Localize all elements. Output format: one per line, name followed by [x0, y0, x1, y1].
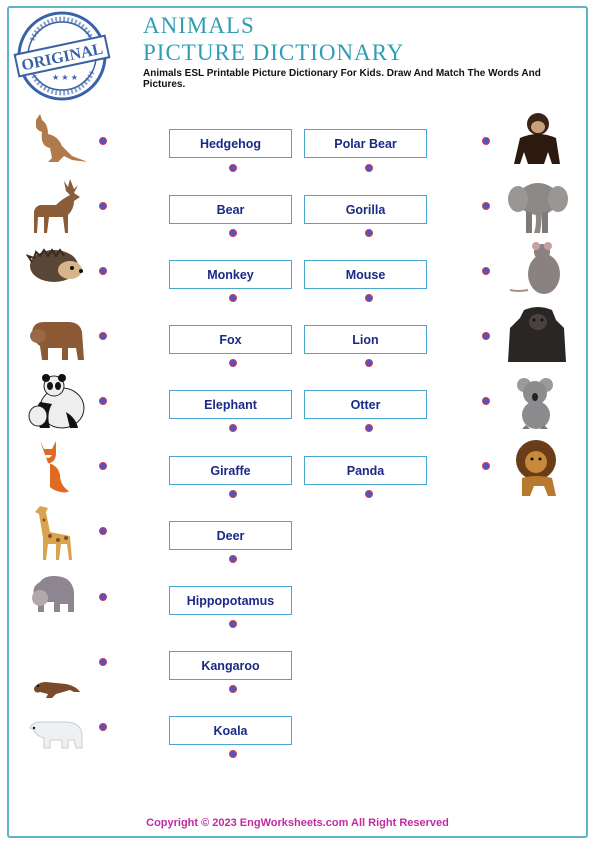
word-box-gorilla: Gorilla — [304, 195, 427, 224]
word-box-otter: Otter — [304, 390, 427, 419]
match-dot[interactable] — [365, 359, 373, 367]
match-dot[interactable] — [482, 137, 490, 145]
polar-bear-icon — [26, 708, 86, 768]
word-box-deer: Deer — [169, 521, 292, 550]
word-box-giraffe: Giraffe — [169, 456, 292, 485]
hippopotamus-icon — [26, 570, 86, 630]
match-dot[interactable] — [365, 164, 373, 172]
match-dot[interactable] — [229, 685, 237, 693]
copyright-footer: Copyright © 2023 EngWorksheets.com All Right Reserved — [146, 817, 449, 829]
match-dot[interactable] — [99, 462, 107, 470]
match-dot[interactable] — [229, 424, 237, 432]
word-box-mouse: Mouse — [304, 260, 427, 289]
word-box-bear: Bear — [169, 195, 292, 224]
panda-icon — [26, 372, 86, 432]
svg-text:ORIGINAL: ORIGINAL — [20, 40, 105, 75]
word-box-panda: Panda — [304, 456, 427, 485]
match-dot[interactable] — [229, 294, 237, 302]
match-dot[interactable] — [482, 462, 490, 470]
deer-icon — [26, 177, 86, 237]
page-frame — [7, 6, 588, 838]
match-dot[interactable] — [482, 332, 490, 340]
match-dot[interactable] — [99, 202, 107, 210]
kangaroo-icon — [26, 110, 86, 170]
word-box-polar-bear: Polar Bear — [304, 129, 427, 158]
word-box-fox: Fox — [169, 325, 292, 354]
word-box-koala: Koala — [169, 716, 292, 745]
match-dot[interactable] — [229, 229, 237, 237]
match-dot[interactable] — [99, 593, 107, 601]
word-box-hippopotamus: Hippopotamus — [169, 586, 292, 615]
instructions: Animals ESL Printable Picture Dictionary For Kids. Draw And Match The Words And Pictures. — [143, 68, 541, 90]
match-dot[interactable] — [365, 424, 373, 432]
match-dot[interactable] — [229, 359, 237, 367]
match-dot[interactable] — [99, 397, 107, 405]
fox-icon — [26, 437, 86, 497]
match-dot[interactable] — [229, 555, 237, 563]
mouse-icon — [508, 240, 568, 300]
chimpanzee-icon — [508, 110, 568, 170]
match-dot[interactable] — [229, 750, 237, 758]
match-dot[interactable] — [229, 490, 237, 498]
elephant-icon — [508, 177, 568, 237]
match-dot[interactable] — [482, 202, 490, 210]
giraffe-icon — [26, 502, 86, 562]
page-title-line2: PICTURE DICTIONARY — [143, 40, 405, 65]
hedgehog-icon — [26, 240, 86, 300]
koala-icon — [510, 375, 570, 435]
match-dot[interactable] — [99, 527, 107, 535]
word-box-monkey: Monkey — [169, 260, 292, 289]
match-dot[interactable] — [365, 490, 373, 498]
bear-icon — [26, 310, 86, 370]
word-box-kangaroo: Kangaroo — [169, 651, 292, 680]
match-dot[interactable] — [365, 294, 373, 302]
page-title-line1: ANIMALS — [143, 13, 255, 38]
match-dot[interactable] — [365, 229, 373, 237]
word-box-elephant: Elephant — [169, 390, 292, 419]
match-dot[interactable] — [229, 164, 237, 172]
lion-icon — [508, 438, 568, 498]
match-dot[interactable] — [99, 723, 107, 731]
match-dot[interactable] — [99, 658, 107, 666]
gorilla-icon — [508, 306, 568, 366]
match-dot[interactable] — [99, 137, 107, 145]
match-dot[interactable] — [482, 397, 490, 405]
match-dot[interactable] — [482, 267, 490, 275]
svg-text:★ ★ ★: ★ ★ ★ — [52, 73, 78, 82]
match-dot[interactable] — [229, 620, 237, 628]
match-dot[interactable] — [99, 332, 107, 340]
match-dot[interactable] — [99, 267, 107, 275]
original-stamp-icon — [12, 10, 112, 102]
word-box-hedgehog: Hedgehog — [169, 129, 292, 158]
word-box-lion: Lion — [304, 325, 427, 354]
